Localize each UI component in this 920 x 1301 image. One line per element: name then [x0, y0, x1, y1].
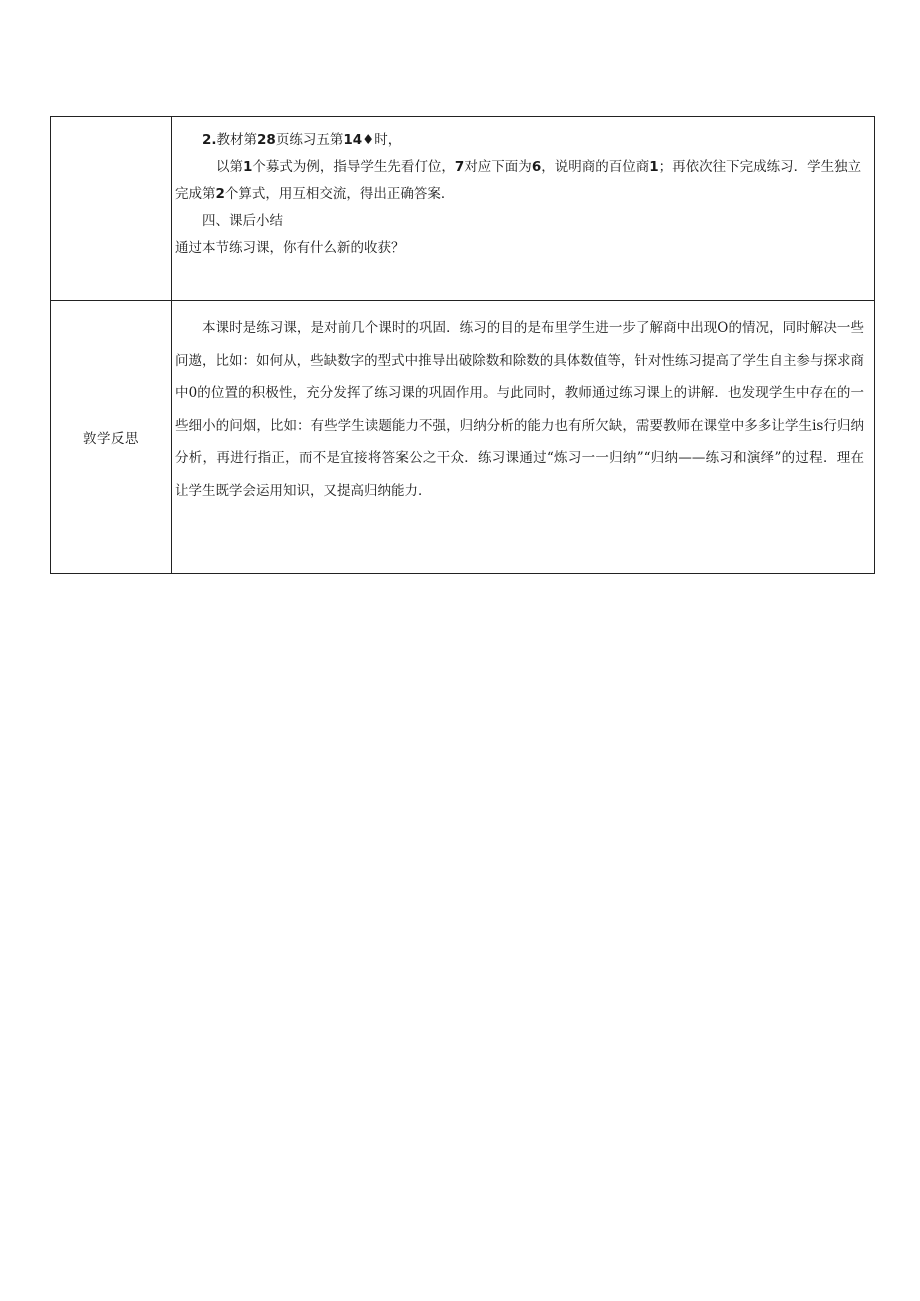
table-row-lesson — [51, 117, 875, 301]
exercise-guidance: 以第1个募式为例，指导学生先看仃位，7对应下面为6，说明商的百位商1；再依次往下完成练习．学生独立完成第2个算式，用互相交流，得出正确答案． — [175, 159, 862, 202]
row-label-cell — [51, 117, 172, 301]
lesson-plan-table — [50, 116, 875, 574]
reflection-label: 敦学反思 — [83, 431, 139, 447]
lesson-content-cell — [172, 117, 875, 301]
reflection-text: 本课时是练习课，是对前几个课时的巩固．练习的目的是布里学生进一步了解商中出现O的情况，同时解决一些问遨，比如：如何从，些缺数字的型式中推导出破除数和除数的具体数值等，针对性练习提高了学生自主参与探求商中0的位置的积极性，充分发挥了练习课的巩固作用。与此同时，教师通过练习课上的讲解．也发现学生中存在的一些细小的问烟，比如：有些学生读题能力不强，归纳分析的能力也有所欠缺，需要教师在课堂中多多让学生is行归纳分析，再进行指正，而不是宜接将答案公之干众．练习课通过“炼习一一归纳”“归纳——练习和演绎”的过程．理在让学生既学会运用知识，又提高归纳能力． — [175, 320, 864, 499]
reflection-content-cell — [172, 301, 875, 574]
table-row-reflection — [51, 301, 875, 574]
summary-question: 通过本节练习课，你有什么新的收获？ — [175, 240, 405, 256]
reflection-label-cell — [51, 301, 172, 574]
section-heading-summary: 四、课后小结 — [202, 213, 283, 229]
exercise-item-2: 2.教材第28页练习五第14♦时， — [202, 132, 402, 148]
